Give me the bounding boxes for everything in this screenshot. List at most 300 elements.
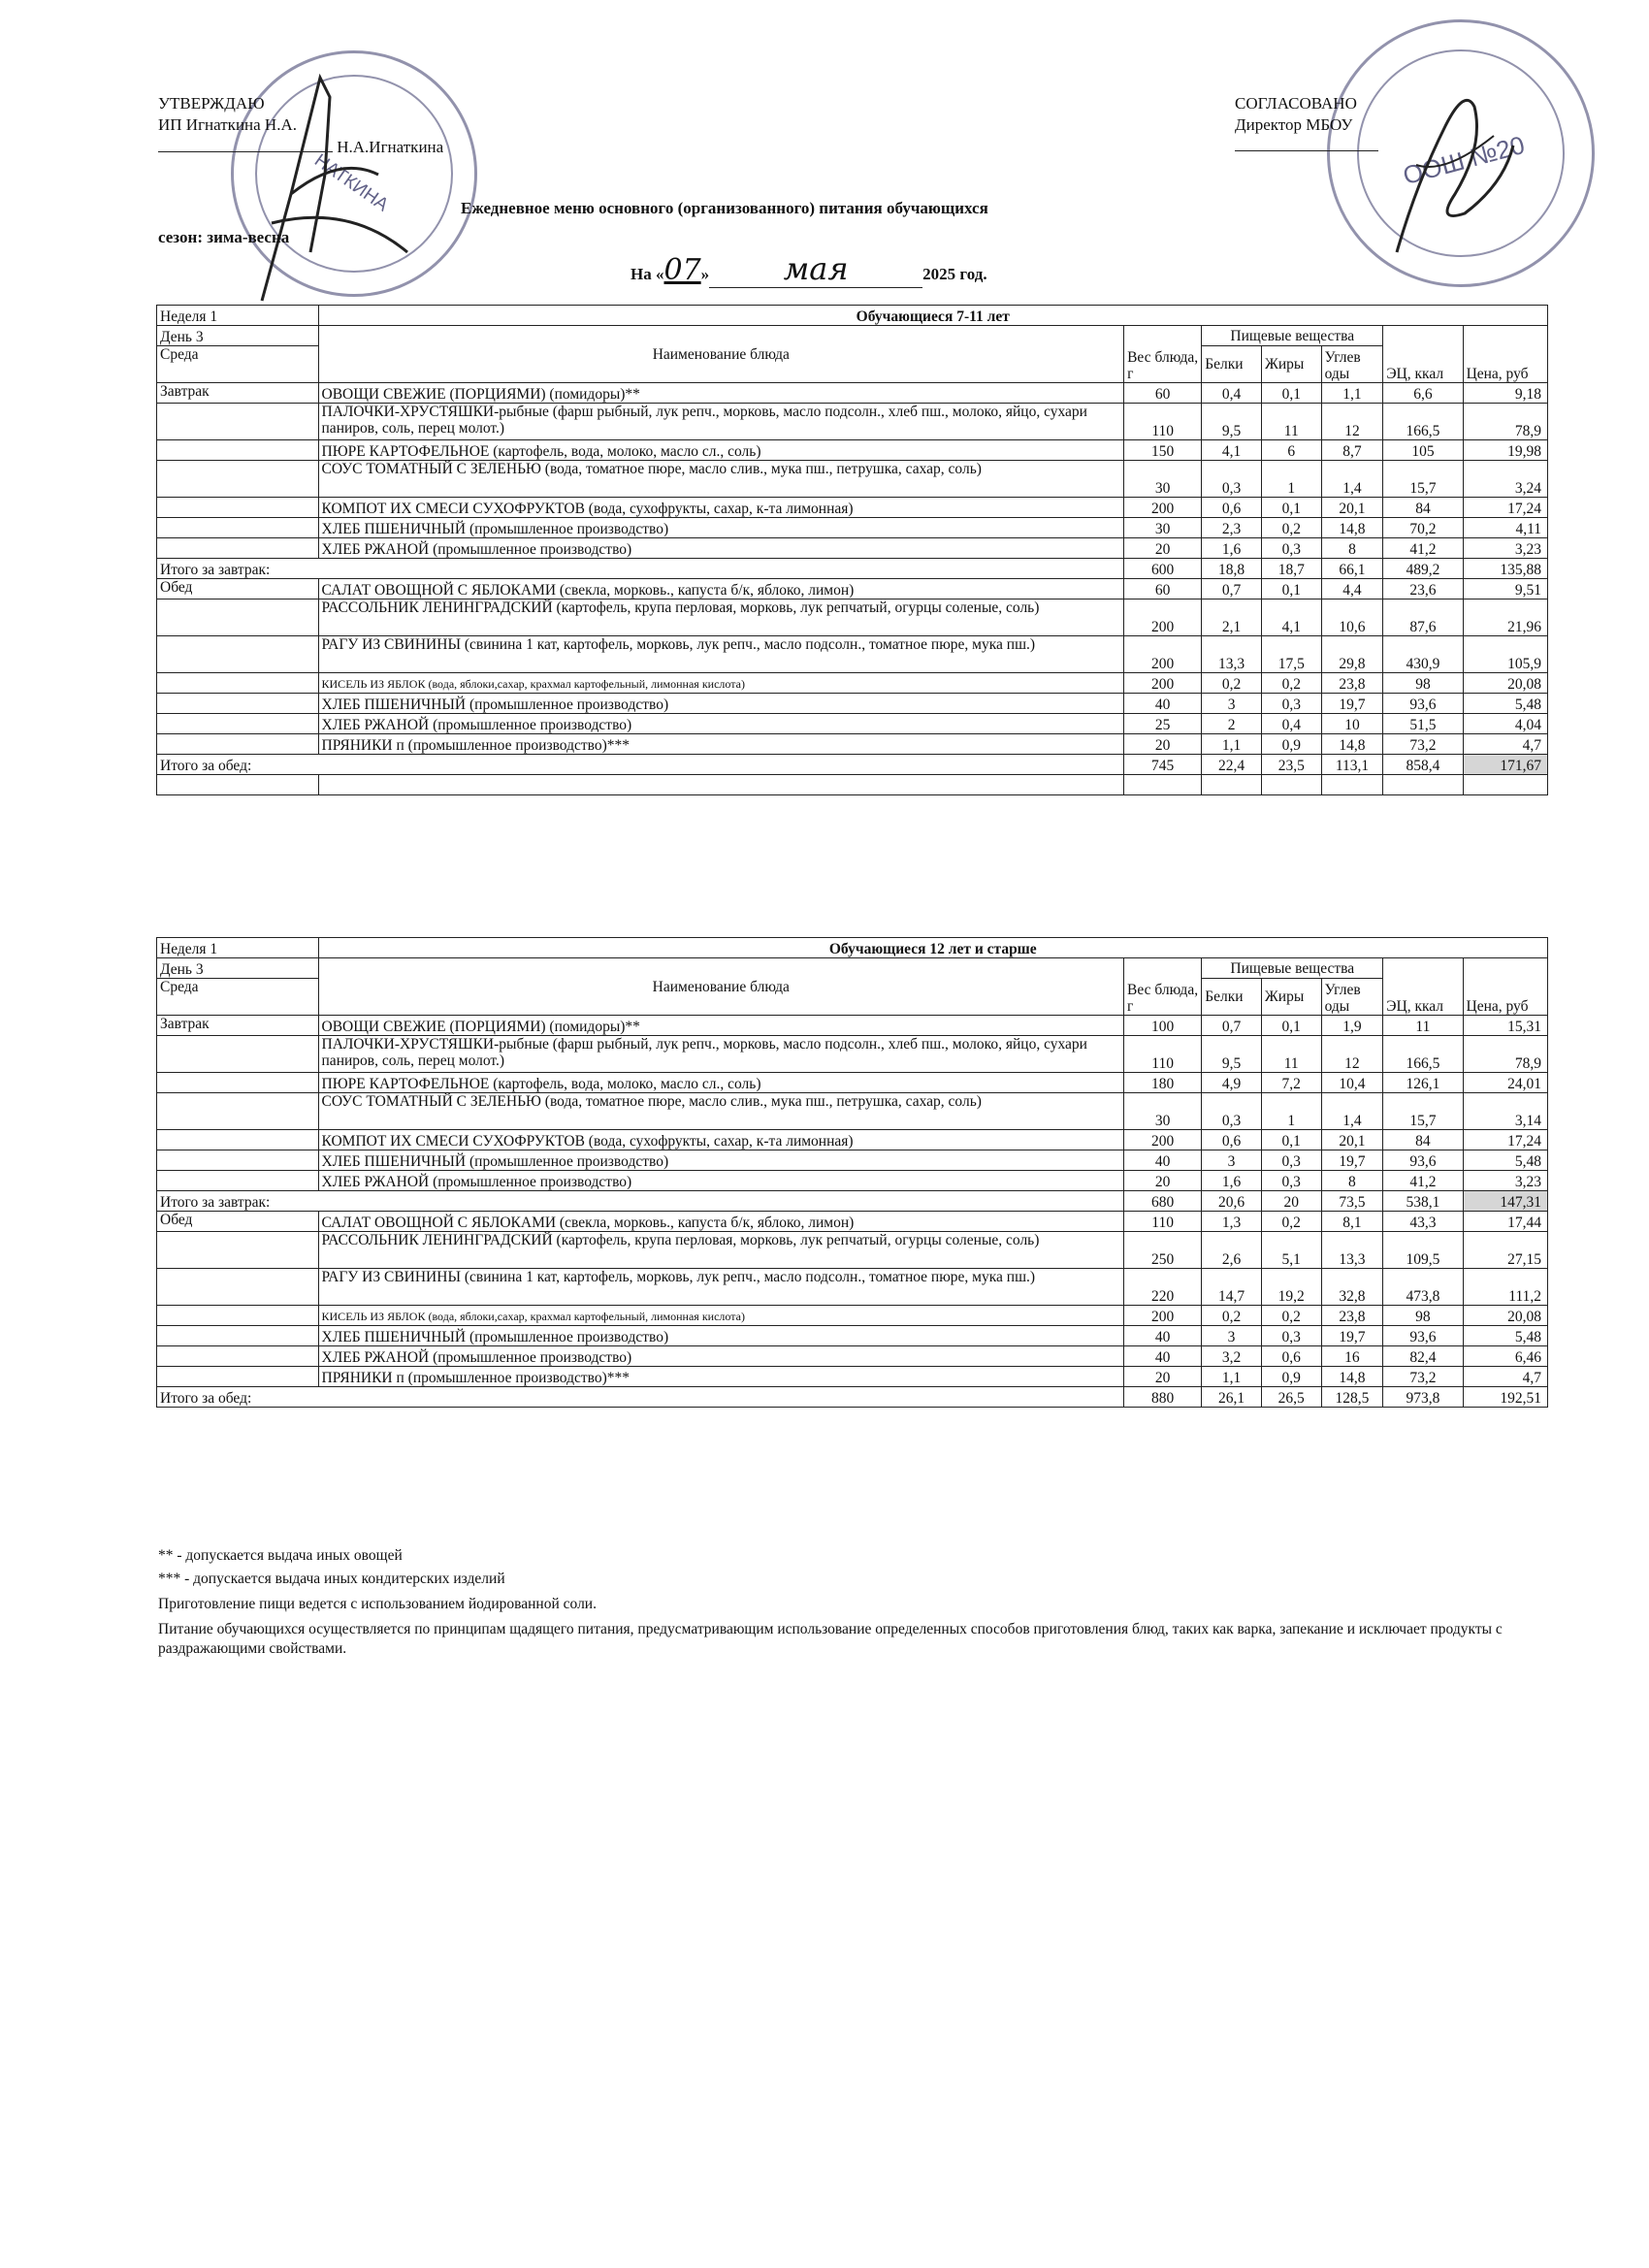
dish-protein: 3 [1202, 694, 1262, 714]
dish-protein: 1,3 [1202, 1212, 1262, 1232]
dish-weight: 200 [1124, 636, 1202, 673]
dish-fat: 0,1 [1261, 498, 1321, 518]
footnotes [158, 1546, 1545, 1659]
total-weight: 680 [1124, 1191, 1202, 1212]
weekday-label: Среда [157, 346, 319, 383]
dish-fat: 5,1 [1261, 1232, 1321, 1269]
weight-header: Вес блюда, г [1124, 958, 1202, 1016]
meal-label [157, 1269, 319, 1306]
dish-name: ПЮРЕ КАРТОФЕЛЬНОЕ (картофель, вода, молоко, масло сл., соль) [318, 1073, 1124, 1093]
group-title: Обучающиеся 7-11 лет [318, 306, 1547, 326]
dish-protein: 1,1 [1202, 734, 1262, 755]
dish-energy: 93,6 [1383, 1150, 1463, 1171]
dish-energy: 23,6 [1383, 579, 1463, 599]
dish-row [157, 1036, 1548, 1073]
dish-energy: 41,2 [1383, 1171, 1463, 1191]
dish-row [157, 734, 1548, 755]
dish-price: 3,23 [1463, 1171, 1548, 1191]
dish-carbs: 23,8 [1321, 673, 1383, 694]
dish-protein: 9,5 [1202, 1036, 1262, 1073]
dish-row [157, 1212, 1548, 1232]
price-header: Цена, руб [1463, 958, 1548, 1016]
dish-carbs: 19,7 [1321, 1326, 1383, 1346]
dish-carbs: 1,4 [1321, 1093, 1383, 1130]
dish-protein: 9,5 [1202, 404, 1262, 440]
date-month: мая [709, 250, 922, 288]
left-stamp-word: НАТКИНА [310, 149, 393, 216]
approve-left-signer: Н.А.Игнаткина [337, 138, 444, 156]
dish-protein: 3 [1202, 1326, 1262, 1346]
total-protein: 26,1 [1202, 1387, 1262, 1408]
dish-fat: 19,2 [1261, 1269, 1321, 1306]
dish-fat: 0,2 [1261, 673, 1321, 694]
dish-price: 17,44 [1463, 1212, 1548, 1232]
dish-weight: 40 [1124, 1150, 1202, 1171]
dish-energy: 430,9 [1383, 636, 1463, 673]
dish-name: ХЛЕБ ПШЕНИЧНЫЙ (промышленное производство) [318, 518, 1124, 538]
dish-carbs: 1,9 [1321, 1016, 1383, 1036]
dish-header: Наименование блюда [318, 958, 1124, 1016]
dish-price: 9,51 [1463, 579, 1547, 599]
meal-label [157, 1346, 319, 1367]
dish-fat: 0,3 [1261, 1150, 1321, 1171]
dish-row [157, 1326, 1548, 1346]
dish-carbs: 14,8 [1321, 1367, 1383, 1387]
total-energy: 538,1 [1383, 1191, 1463, 1212]
dish-energy: 84 [1383, 1130, 1463, 1150]
meal-label [157, 1367, 319, 1387]
dish-protein: 0,7 [1202, 1016, 1262, 1036]
dish-carbs: 8,1 [1321, 1212, 1383, 1232]
dish-price: 4,04 [1463, 714, 1547, 734]
group-title: Обучающиеся 12 лет и старше [318, 938, 1547, 958]
dish-weight: 30 [1124, 1093, 1202, 1130]
dish-energy: 98 [1383, 673, 1463, 694]
meal-label [157, 1036, 319, 1073]
dish-energy: 166,5 [1383, 1036, 1463, 1073]
total-carbs: 113,1 [1321, 755, 1383, 775]
approve-right [1235, 93, 1378, 157]
dish-carbs: 10,6 [1321, 599, 1383, 636]
dish-energy: 41,2 [1383, 538, 1463, 559]
meal-label [157, 461, 319, 498]
menu-table-12-plus [156, 937, 1548, 1408]
carbs-header: Углев оды [1321, 346, 1383, 383]
dish-energy: 15,7 [1383, 1093, 1463, 1130]
meal-label: Завтрак [157, 1016, 319, 1036]
dish-name: ПЮРЕ КАРТОФЕЛЬНОЕ (картофель, вода, молоко, масло сл., соль) [318, 440, 1124, 461]
dish-price: 17,24 [1463, 498, 1547, 518]
dish-fat: 0,2 [1261, 518, 1321, 538]
dish-price: 111,2 [1463, 1269, 1548, 1306]
dish-name: ХЛЕБ ПШЕНИЧНЫЙ (промышленное производство) [318, 1326, 1124, 1346]
dish-weight: 200 [1124, 1306, 1202, 1326]
dish-carbs: 1,4 [1321, 461, 1383, 498]
dish-energy: 51,5 [1383, 714, 1463, 734]
meal-label [157, 734, 319, 755]
total-weight: 600 [1124, 559, 1202, 579]
dish-fat: 11 [1261, 1036, 1321, 1073]
total-carbs: 128,5 [1321, 1387, 1383, 1408]
dish-protein: 0,3 [1202, 1093, 1262, 1130]
fat-header: Жиры [1261, 346, 1321, 383]
total-carbs: 73,5 [1321, 1191, 1383, 1212]
week-label: Неделя 1 [157, 938, 319, 958]
date-day: 07 [663, 253, 701, 287]
dish-row [157, 694, 1548, 714]
dish-carbs: 16 [1321, 1346, 1383, 1367]
meal-label [157, 636, 319, 673]
dish-protein: 2,6 [1202, 1232, 1262, 1269]
footnote-vegetables: ** - допускается выдача иных овощей [158, 1547, 403, 1564]
dish-price: 21,96 [1463, 599, 1547, 636]
dish-fat: 0,9 [1261, 1367, 1321, 1387]
dish-row [157, 1093, 1548, 1130]
dish-row [157, 714, 1548, 734]
dish-row [157, 538, 1548, 559]
dish-price: 19,98 [1463, 440, 1547, 461]
dish-row [157, 579, 1548, 599]
dish-name: ХЛЕБ ПШЕНИЧНЫЙ (промышленное производство) [318, 1150, 1124, 1171]
dish-fat: 1 [1261, 1093, 1321, 1130]
dish-fat: 0,3 [1261, 538, 1321, 559]
s2-breakfast [157, 1016, 1548, 1191]
dish-price: 9,18 [1463, 383, 1547, 404]
protein-header: Белки [1202, 979, 1262, 1016]
dish-name: РАГУ ИЗ СВИНИНЫ (свинина 1 кат, картофель, морковь, лук репч., масло подсолн., томатное пюре, мука пш.) [318, 1269, 1124, 1306]
meal-label [157, 1073, 319, 1093]
dish-name: ОВОЩИ СВЕЖИЕ (ПОРЦИЯМИ) (помидоры)** [318, 383, 1124, 404]
dish-name: ХЛЕБ ПШЕНИЧНЫЙ (промышленное производство) [318, 694, 1124, 714]
approve-left-org: ИП Игнаткина Н.А. [158, 115, 297, 134]
approve-left [158, 93, 443, 158]
dish-weight: 60 [1124, 383, 1202, 404]
dish-weight: 200 [1124, 1130, 1202, 1150]
meal-label [157, 404, 319, 440]
dish-protein: 2,1 [1202, 599, 1262, 636]
total-fat: 18,7 [1261, 559, 1321, 579]
dish-energy: 15,7 [1383, 461, 1463, 498]
dish-carbs: 8 [1321, 538, 1383, 559]
dish-row [157, 440, 1548, 461]
dish-energy: 82,4 [1383, 1346, 1463, 1367]
dish-row [157, 1232, 1548, 1269]
dish-fat: 0,2 [1261, 1212, 1321, 1232]
dish-fat: 17,5 [1261, 636, 1321, 673]
dish-protein: 1,6 [1202, 1171, 1262, 1191]
meal-label [157, 1093, 319, 1130]
dish-price: 3,24 [1463, 461, 1547, 498]
dish-protein: 14,7 [1202, 1269, 1262, 1306]
dish-carbs: 4,4 [1321, 579, 1383, 599]
meal-label [157, 1130, 319, 1150]
dish-price: 4,11 [1463, 518, 1547, 538]
dish-energy: 43,3 [1383, 1212, 1463, 1232]
dish-energy: 126,1 [1383, 1073, 1463, 1093]
dish-carbs: 20,1 [1321, 1130, 1383, 1150]
weekday-label: Среда [157, 979, 319, 1016]
dish-fat: 0,1 [1261, 383, 1321, 404]
dish-name: САЛАТ ОВОЩНОЙ С ЯБЛОКАМИ (свекла, морковь., капуста б/к, яблоко, лимон) [318, 579, 1124, 599]
dish-name: КИСЕЛЬ ИЗ ЯБЛОК (вода, яблоки,сахар, крахмал картофельный, лимонная кислота) [318, 673, 1124, 694]
dish-fat: 0,3 [1261, 694, 1321, 714]
dish-row [157, 518, 1548, 538]
dish-weight: 150 [1124, 440, 1202, 461]
dish-weight: 30 [1124, 518, 1202, 538]
dish-energy: 166,5 [1383, 404, 1463, 440]
dish-row [157, 1171, 1548, 1191]
dish-carbs: 8 [1321, 1171, 1383, 1191]
dish-energy: 6,6 [1383, 383, 1463, 404]
note-gentle-diet: Питание обучающихся осуществляется по принципам щадящего питания, предусматривающим использование определенных способов приготовления блюд, таких как варка, запекание и исключает продукты с раздражающими свойствами. [158, 1621, 1503, 1657]
dish-weight: 110 [1124, 1212, 1202, 1232]
page-title: Ежедневное меню основного (организованного) питания обучающихся [461, 199, 988, 217]
dish-fat: 0,4 [1261, 714, 1321, 734]
dish-carbs: 14,8 [1321, 518, 1383, 538]
dish-weight: 60 [1124, 579, 1202, 599]
total-fat: 23,5 [1261, 755, 1321, 775]
dish-weight: 20 [1124, 734, 1202, 755]
dish-row [157, 1306, 1548, 1326]
date-suffix: 2025 год. [922, 265, 987, 283]
dish-fat: 0,1 [1261, 1130, 1321, 1150]
dish-protein: 3,2 [1202, 1346, 1262, 1367]
season: сезон: зима-весна [158, 228, 290, 246]
dish-protein: 2 [1202, 714, 1262, 734]
dish-name: ХЛЕБ РЖАНОЙ (промышленное производство) [318, 714, 1124, 734]
lunch-total-label: Итого за обед: [157, 1387, 1124, 1408]
dish-name: КОМПОТ ИХ СМЕСИ СУХОФРУКТОВ (вода, сухофрукты, сахар, к-та лимонная) [318, 498, 1124, 518]
dish-fat: 0,3 [1261, 1326, 1321, 1346]
dish-name: РАГУ ИЗ СВИНИНЫ (свинина 1 кат, картофель, морковь, лук репч., масло подсолн., томатное пюре, мука пш.) [318, 636, 1124, 673]
total-price: 147,31 [1463, 1191, 1548, 1212]
dish-protein: 0,2 [1202, 673, 1262, 694]
dish-energy: 93,6 [1383, 694, 1463, 714]
dish-energy: 473,8 [1383, 1269, 1463, 1306]
lunch-total-label: Итого за обед: [157, 755, 1124, 775]
note-iodized-salt: Приготовление пищи ведется с использованием йодированной соли. [158, 1596, 597, 1612]
total-price: 192,51 [1463, 1387, 1548, 1408]
dish-weight: 220 [1124, 1269, 1202, 1306]
nutrients-header: Пищевые вещества [1202, 958, 1383, 979]
dish-energy: 105 [1383, 440, 1463, 461]
dish-carbs: 20,1 [1321, 498, 1383, 518]
dish-protein: 0,2 [1202, 1306, 1262, 1326]
nutrients-header: Пищевые вещества [1202, 326, 1383, 346]
total-energy: 489,2 [1383, 559, 1463, 579]
dish-carbs: 23,8 [1321, 1306, 1383, 1326]
dish-name: ХЛЕБ РЖАНОЙ (промышленное производство) [318, 1171, 1124, 1191]
dish-weight: 20 [1124, 538, 1202, 559]
week-label: Неделя 1 [157, 306, 319, 326]
date-line [630, 250, 987, 288]
approve-right-title: СОГЛАСОВАНО [1235, 94, 1357, 113]
dish-name: РАССОЛЬНИК ЛЕНИНГРАДСКИЙ (картофель, крупа перловая, морковь, лук репчатый, огурцы соленые, соль) [318, 1232, 1124, 1269]
price-header: Цена, руб [1463, 326, 1547, 383]
dish-price: 78,9 [1463, 404, 1547, 440]
menu-table-7-11 [156, 305, 1548, 795]
dish-protein: 3 [1202, 1150, 1262, 1171]
total-price: 135,88 [1463, 559, 1547, 579]
total-protein: 20,6 [1202, 1191, 1262, 1212]
dish-weight: 200 [1124, 498, 1202, 518]
dish-protein: 1,6 [1202, 538, 1262, 559]
dish-price: 5,48 [1463, 1150, 1548, 1171]
dish-row [157, 1346, 1548, 1367]
dish-price: 78,9 [1463, 1036, 1548, 1073]
dish-weight: 100 [1124, 1016, 1202, 1036]
meal-label [157, 673, 319, 694]
dish-row [157, 1130, 1548, 1150]
dish-weight: 40 [1124, 1346, 1202, 1367]
dish-row [157, 636, 1548, 673]
dish-energy: 73,2 [1383, 734, 1463, 755]
dish-price: 6,46 [1463, 1346, 1548, 1367]
dish-weight: 110 [1124, 1036, 1202, 1073]
dish-carbs: 19,7 [1321, 1150, 1383, 1171]
meal-label [157, 1306, 319, 1326]
dish-header: Наименование блюда [318, 326, 1124, 383]
dish-protein: 0,7 [1202, 579, 1262, 599]
meal-label: Завтрак [157, 383, 319, 404]
spacer-cell [318, 775, 1124, 795]
total-protein: 18,8 [1202, 559, 1262, 579]
meal-label [157, 440, 319, 461]
total-weight: 880 [1124, 1387, 1202, 1408]
dish-energy: 98 [1383, 1306, 1463, 1326]
dish-price: 105,9 [1463, 636, 1547, 673]
dish-weight: 20 [1124, 1171, 1202, 1191]
dish-name: ХЛЕБ РЖАНОЙ (промышленное производство) [318, 538, 1124, 559]
dish-name: СОУС ТОМАТНЫЙ С ЗЕЛЕНЬЮ (вода, томатное пюре, масло слив., мука пш., петрушка, сахар, соль) [318, 461, 1124, 498]
dish-price: 5,48 [1463, 1326, 1548, 1346]
dish-row [157, 404, 1548, 440]
day-label: День 3 [157, 326, 319, 346]
energy-header: ЭЦ, ккал [1383, 326, 1463, 383]
s1-breakfast [157, 383, 1548, 559]
dish-weight: 180 [1124, 1073, 1202, 1093]
dish-carbs: 32,8 [1321, 1269, 1383, 1306]
dish-row [157, 673, 1548, 694]
dish-row [157, 461, 1548, 498]
date-mid: » [700, 265, 710, 283]
day-label: День 3 [157, 958, 319, 979]
dish-price: 4,7 [1463, 734, 1547, 755]
dish-weight: 200 [1124, 599, 1202, 636]
dish-weight: 25 [1124, 714, 1202, 734]
dish-name: ПАЛОЧКИ-ХРУСТЯШКИ-рыбные (фарш рыбный, лук репч., морковь, масло подсолн., хлеб пш., молоко, яйцо, сухари паниров, соль, перец молот.) [318, 404, 1124, 440]
dish-row [157, 1016, 1548, 1036]
right-signature [1358, 68, 1533, 262]
date-prefix: На « [630, 265, 664, 283]
dish-price: 24,01 [1463, 1073, 1548, 1093]
meal-label [157, 694, 319, 714]
total-price: 171,67 [1463, 755, 1547, 775]
total-fat: 26,5 [1261, 1387, 1321, 1408]
approve-left-title: УТВЕРЖДАЮ [158, 94, 265, 113]
s2-lunch [157, 1212, 1548, 1387]
dish-fat: 0,1 [1261, 1016, 1321, 1036]
dish-carbs: 13,3 [1321, 1232, 1383, 1269]
dish-energy: 11 [1383, 1016, 1463, 1036]
dish-carbs: 12 [1321, 1036, 1383, 1073]
dish-row [157, 383, 1548, 404]
dish-price: 20,08 [1463, 673, 1547, 694]
dish-weight: 110 [1124, 404, 1202, 440]
dish-carbs: 29,8 [1321, 636, 1383, 673]
dish-protein: 0,3 [1202, 461, 1262, 498]
total-energy: 973,8 [1383, 1387, 1463, 1408]
dish-price: 15,31 [1463, 1016, 1548, 1036]
dish-row [157, 1367, 1548, 1387]
dish-protein: 0,4 [1202, 383, 1262, 404]
total-fat: 20 [1261, 1191, 1321, 1212]
dish-protein: 0,6 [1202, 1130, 1262, 1150]
dish-energy: 70,2 [1383, 518, 1463, 538]
dish-energy: 73,2 [1383, 1367, 1463, 1387]
dish-fat: 4,1 [1261, 599, 1321, 636]
dish-fat: 0,9 [1261, 734, 1321, 755]
total-energy: 858,4 [1383, 755, 1463, 775]
dish-weight: 20 [1124, 1367, 1202, 1387]
dish-fat: 0,6 [1261, 1346, 1321, 1367]
dish-carbs: 10 [1321, 714, 1383, 734]
dish-row [157, 1073, 1548, 1093]
dish-name: САЛАТ ОВОЩНОЙ С ЯБЛОКАМИ (свекла, морковь., капуста б/к, яблоко, лимон) [318, 1212, 1124, 1232]
dish-name: ОВОЩИ СВЕЖИЕ (ПОРЦИЯМИ) (помидоры)** [318, 1016, 1124, 1036]
total-protein: 22,4 [1202, 755, 1262, 775]
dish-weight: 40 [1124, 694, 1202, 714]
dish-energy: 84 [1383, 498, 1463, 518]
dish-weight: 40 [1124, 1326, 1202, 1346]
dish-protein: 1,1 [1202, 1367, 1262, 1387]
dish-carbs: 8,7 [1321, 440, 1383, 461]
weight-header: Вес блюда, г [1124, 326, 1202, 383]
dish-carbs: 19,7 [1321, 694, 1383, 714]
dish-protein: 13,3 [1202, 636, 1262, 673]
dish-price: 17,24 [1463, 1130, 1548, 1150]
dish-energy: 93,6 [1383, 1326, 1463, 1346]
dish-carbs: 12 [1321, 404, 1383, 440]
dish-fat: 0,2 [1261, 1306, 1321, 1326]
dish-weight: 250 [1124, 1232, 1202, 1269]
meal-label [157, 1326, 319, 1346]
dish-protein: 2,3 [1202, 518, 1262, 538]
approve-right-org: Директор МБОУ [1235, 115, 1353, 134]
dish-name: КИСЕЛЬ ИЗ ЯБЛОК (вода, яблоки,сахар, крахмал картофельный, лимонная кислота) [318, 1306, 1124, 1326]
total-carbs: 66,1 [1321, 559, 1383, 579]
dish-name: РАССОЛЬНИК ЛЕНИНГРАДСКИЙ (картофель, крупа перловая, морковь, лук репчатый, огурцы соленые, соль) [318, 599, 1124, 636]
protein-header: Белки [1202, 346, 1262, 383]
dish-name: СОУС ТОМАТНЫЙ С ЗЕЛЕНЬЮ (вода, томатное пюре, масло слив., мука пш., петрушка, сахар, соль) [318, 1093, 1124, 1130]
dish-row [157, 498, 1548, 518]
dish-name: ПРЯНИКИ п (промышленное производство)*** [318, 734, 1124, 755]
dish-fat: 7,2 [1261, 1073, 1321, 1093]
dish-fat: 11 [1261, 404, 1321, 440]
breakfast-total-label: Итого за завтрак: [157, 559, 1124, 579]
meal-label [157, 498, 319, 518]
meal-label: Обед [157, 579, 319, 599]
dish-protein: 4,1 [1202, 440, 1262, 461]
s1-lunch [157, 579, 1548, 755]
breakfast-total-label: Итого за завтрак: [157, 1191, 1124, 1212]
dish-price: 5,48 [1463, 694, 1547, 714]
fat-header: Жиры [1261, 979, 1321, 1016]
dish-price: 20,08 [1463, 1306, 1548, 1326]
dish-price: 27,15 [1463, 1232, 1548, 1269]
right-stamp-num: OOШ №20 [1400, 129, 1528, 191]
dish-carbs: 10,4 [1321, 1073, 1383, 1093]
